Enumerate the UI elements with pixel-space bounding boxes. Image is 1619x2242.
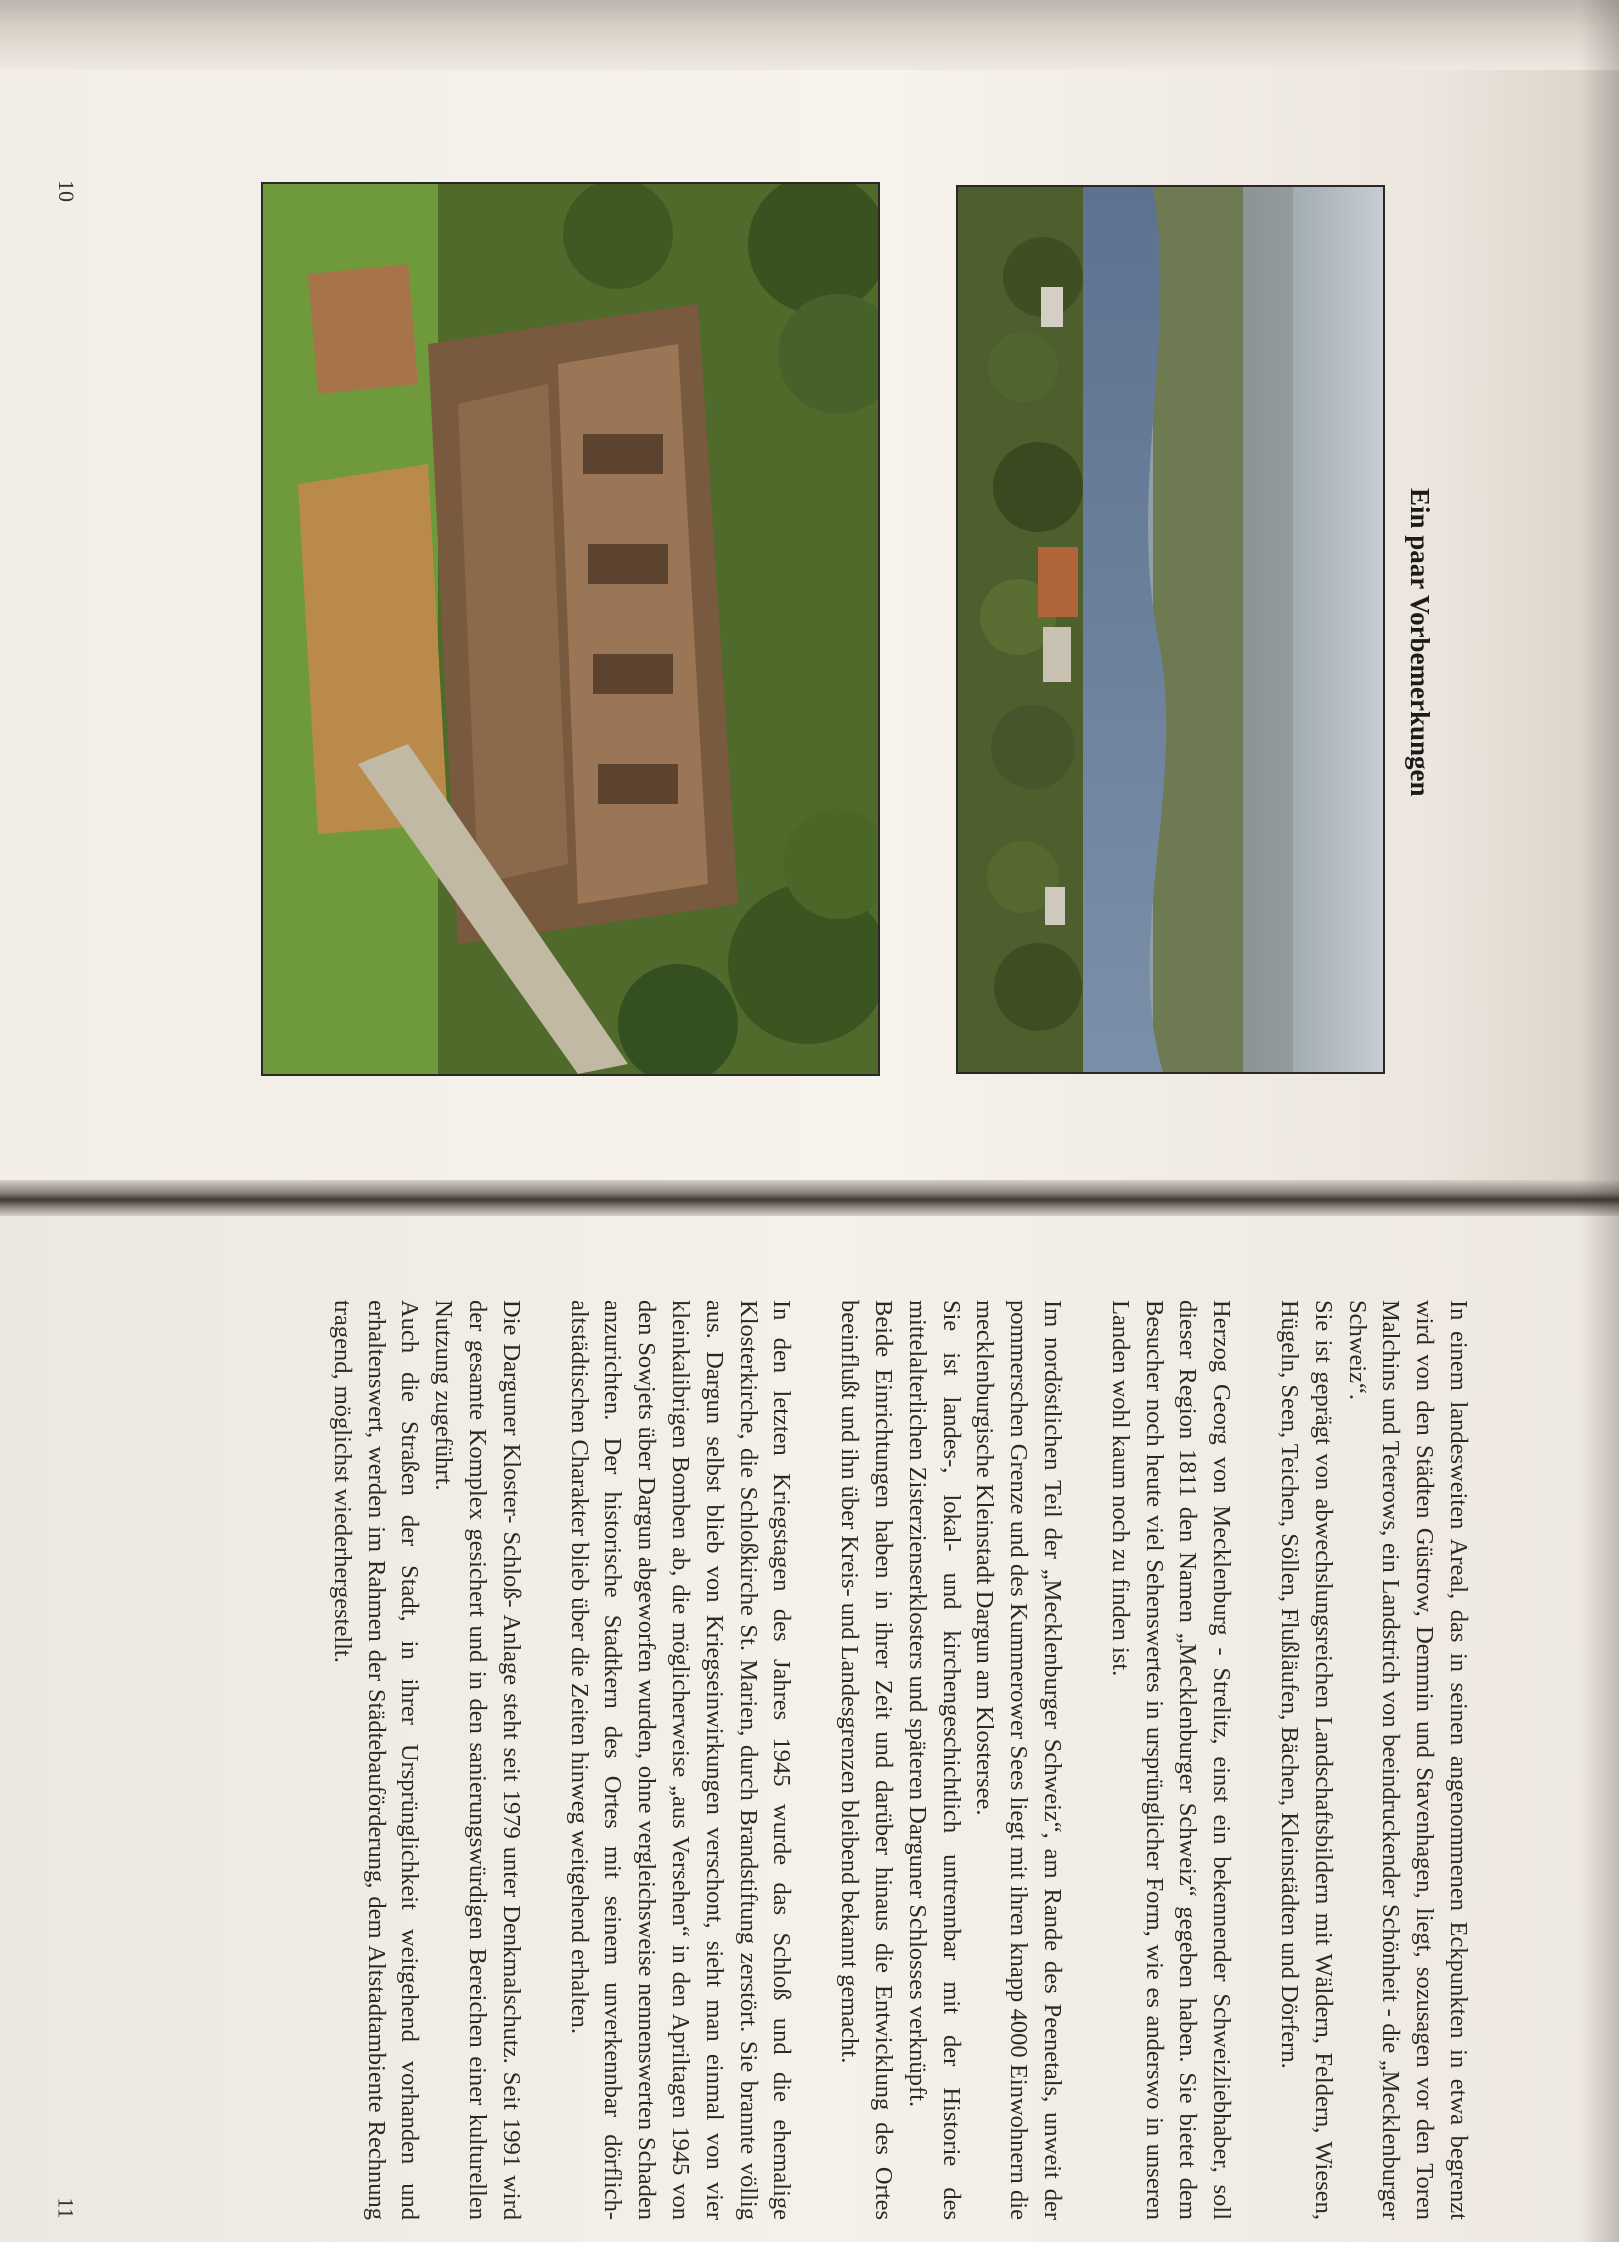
page-number-right: 11 xyxy=(53,2197,79,2219)
photo-castle-complex xyxy=(261,182,880,1076)
section-heading: Ein paar Vorbemerkungen xyxy=(1405,488,1435,797)
paragraph: In einem landesweiten Areal, das in seinen angenommenen Eckpunkten in etwa begrenzt wird von den Städten Güstrow, Demmin und Stavenhagen, liegt, sozusagen vor den Toren Malchins und Teterows, ein Landstrich von beeindruckender Schönheit - die „Mecklenburger Schweiz“. xyxy=(1343,1300,1472,2220)
page-edge-shadow xyxy=(1579,0,1619,2242)
paragraph: In den letzten Kriegstagen des Jahres 1945 wurde das Schloß und die ehemalige Klosterkirche, die Schloßkirche St. Marien, durch Brandstiftung zerstört. Sie brannte völlig aus. Dargun selbst blieb von Kriegseinwirkungen verschont, sieht man einmal von vier kleinkalibrigen Bomben ab, die möglicherweise „aus Versehen“ in den Apriltagen 1945 von den Sowjets über Dargun abgeworfen wurden, ohne vergleichsweise nennenswerten Schaden anzurichten. Der historische Stadtkern des Ortes mit seinem unverkennbar dörflich-altstädtischen Charakter blieb über die Zeiten hinweg weitgehend erhalten. xyxy=(565,1300,796,2220)
photo-river-landscape xyxy=(956,185,1385,1074)
paragraph: Im nordöstlichen Teil der „Mecklenburger Schweiz“, am Rande des Peenetals, unweit der pommerschen Grenze und des Kummerower Sees liegt mit ihren knapp 4000 Einwohnern die mecklenburgische Kleinstadt Dargun am Klostersee. xyxy=(971,1300,1067,2220)
paragraph: Sie ist landes-, lokal- und kirchengeschichtlich untrennbar mit der Historie des mittelalterlichen Zisterzienserklosters und späteren Darguner Schlosses verknüpft. xyxy=(903,1300,965,2220)
page-11-content xyxy=(75,1300,1475,2220)
paragraph: Sie ist geprägt von abwechslungsreichen Landschaftsbildern mit Wäldern, Feldern, Wiesen, Hügeln, Seen, Teichen, Söllen, Flußläufen, Bächen, Kleinstädten und Dörfern. xyxy=(1276,1300,1337,2220)
page-10-content xyxy=(40,160,1480,1090)
book-gutter xyxy=(0,1180,1619,1216)
paragraph: Herzog Georg von Mecklenburg - Strelitz, einst ein bekennender Schweizliebhaber, soll dieser Region 1811 den Namen „Mecklenburger Schweiz“ gegeben haben. Sie bietet dem Besucher noch heute viel Sehenswertes in ursprünglicher Form, wie es anderswo in unseren Landen wohl kaum noch zu finden ist. xyxy=(1106,1300,1236,2220)
paragraph: Beide Einrichtungen haben in ihrer Zeit und darüber hinaus die Entwicklung des Ortes beeinflußt und ihn über Kreis- und Landesgrenzen bleibend bekannt gemacht. xyxy=(836,1300,898,2220)
book-top-edge xyxy=(0,0,1619,70)
paragraph: Die Darguner Kloster- Schloß- Anlage steht seit 1979 unter Denkmalschutz. Seit 1991 wird der gesamte Komplex gesichert und in den sanierungswürdigen Bereichen einer kulturellen Nutzung zugeführt. xyxy=(430,1300,525,2220)
body-text xyxy=(325,1300,1475,2220)
page-number-left: 10 xyxy=(54,180,79,202)
paragraph: Auch die Straßen der Stadt, in ihrer Ursprünglichkeit weitgehend vorhanden und erhaltenswert, werden im Rahmen der Städtebauförderung, dem Altstadtambiente Rechnung tragend, möglichst wiederhergestellt. xyxy=(328,1300,424,2220)
